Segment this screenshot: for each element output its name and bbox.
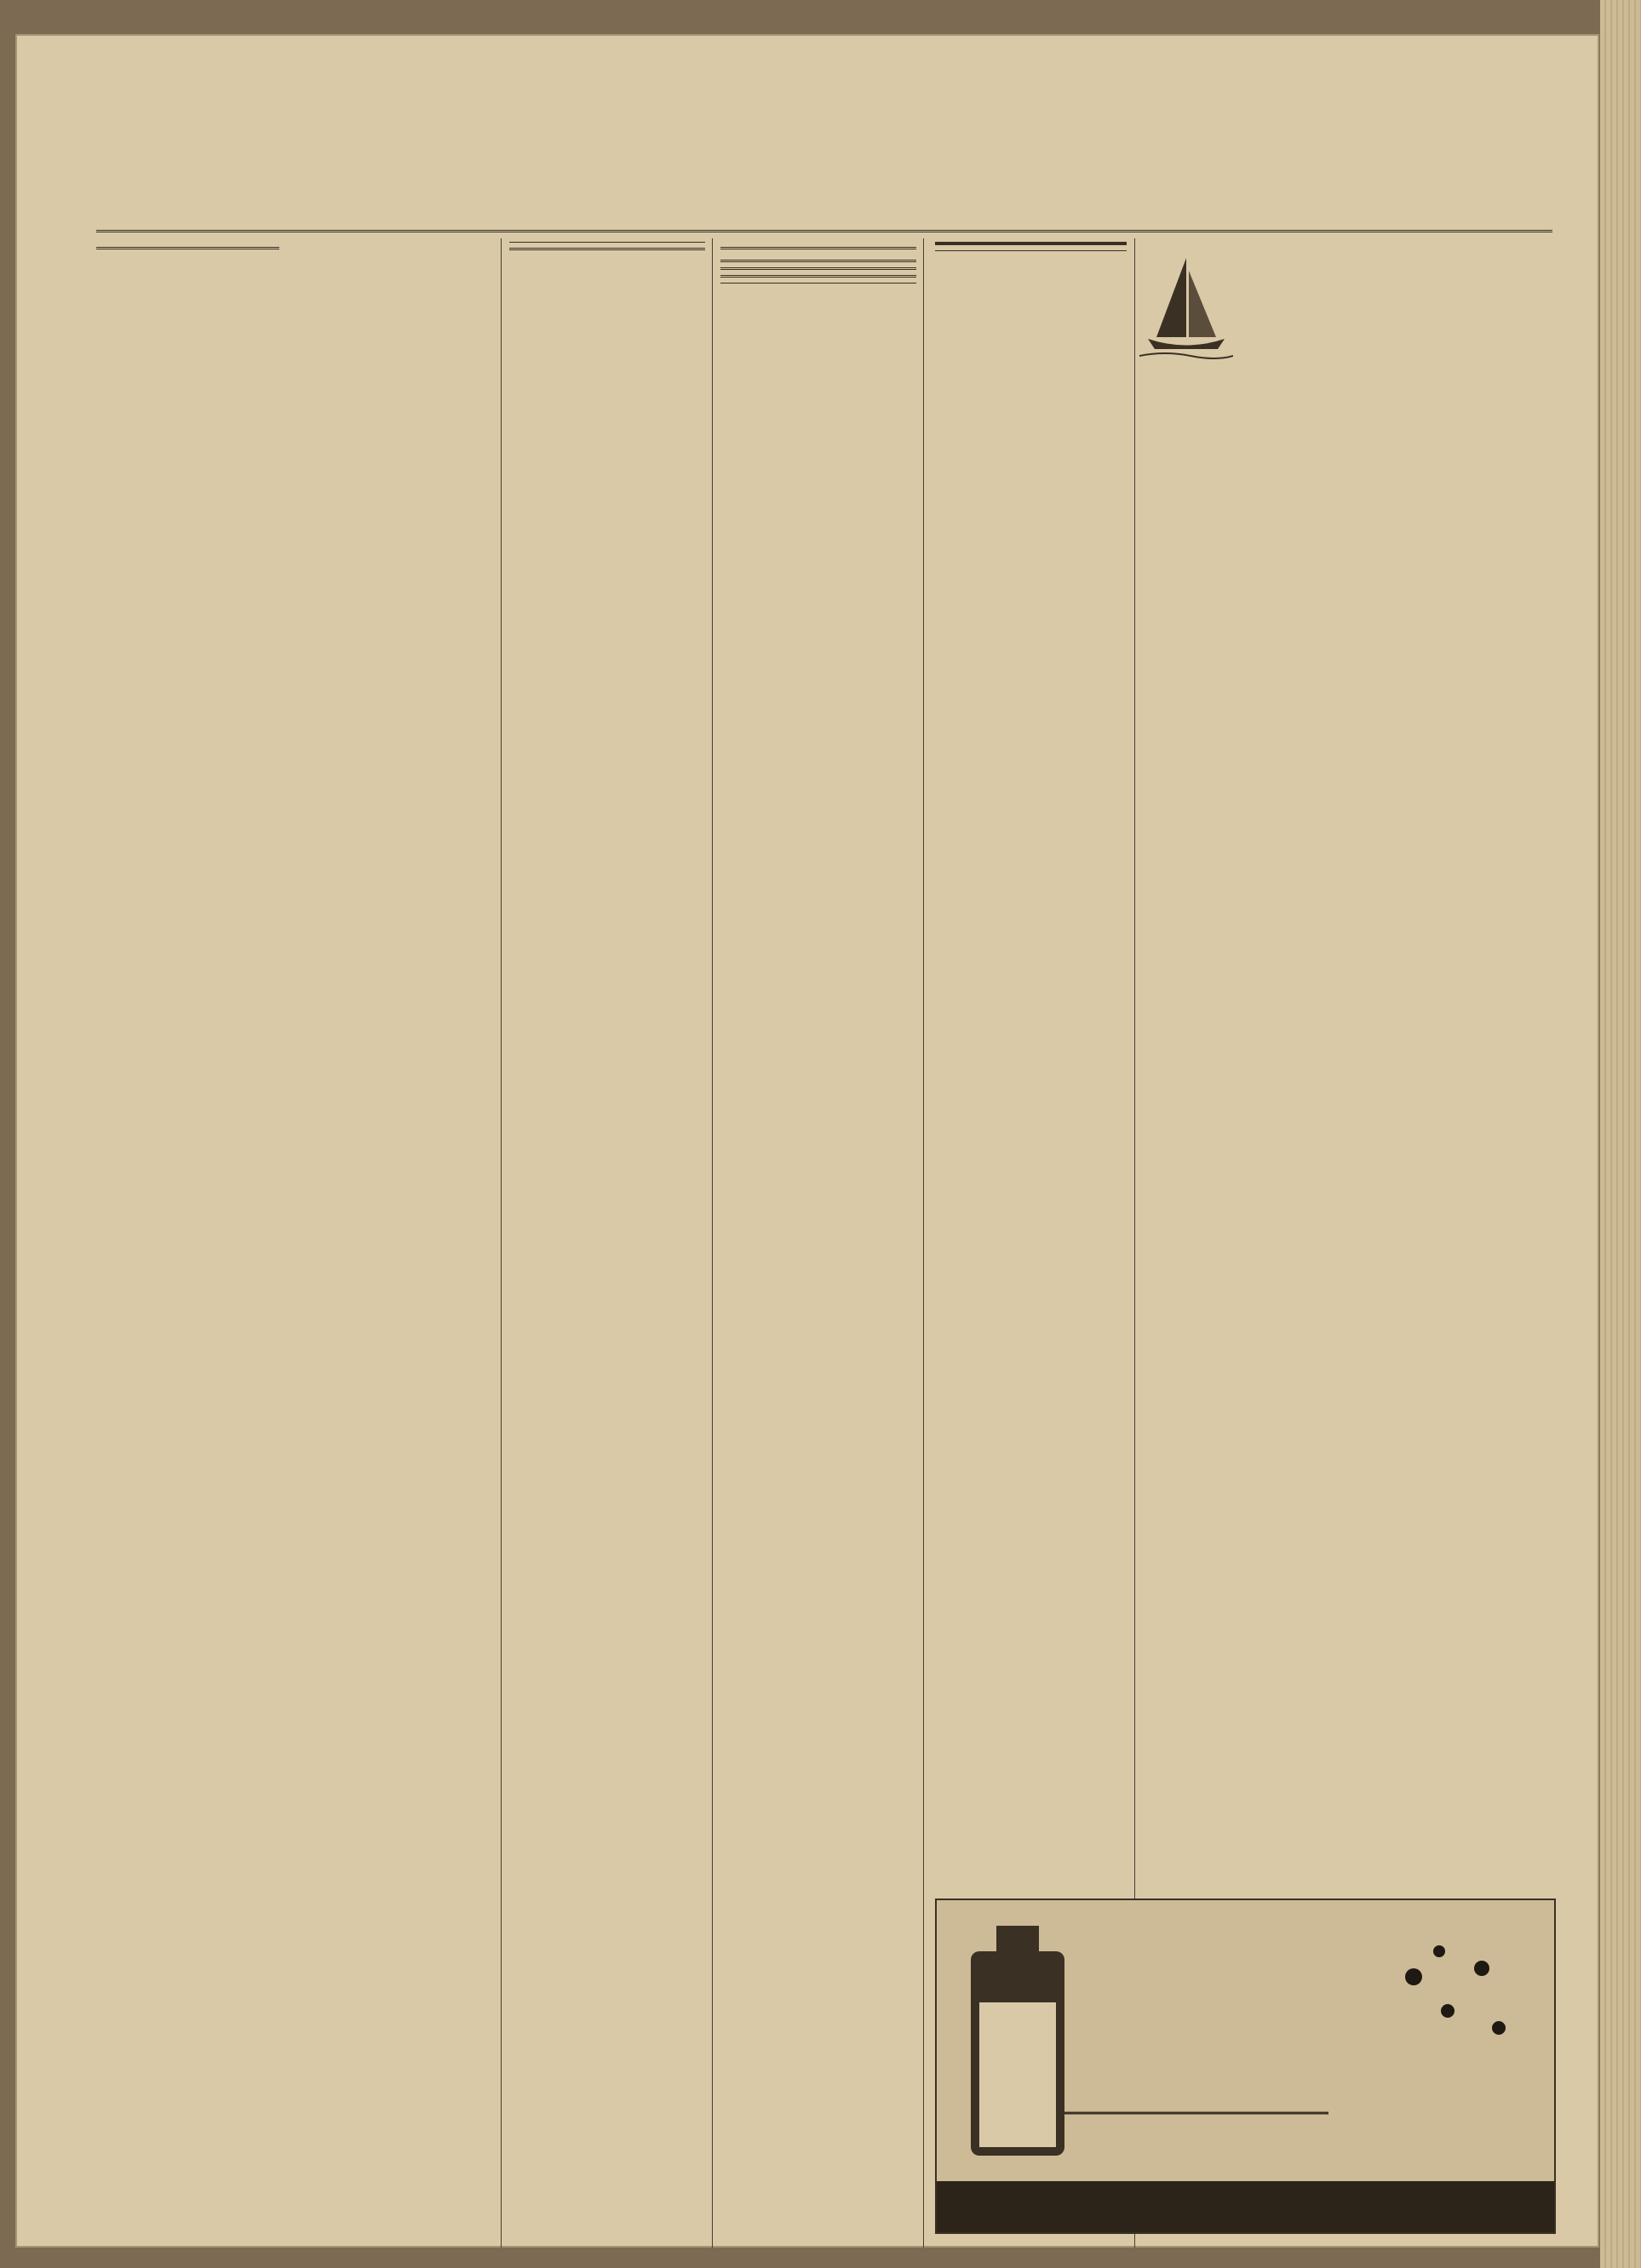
page-header xyxy=(96,204,1552,232)
column-1 xyxy=(96,237,488,2229)
abbazia-ad xyxy=(1139,237,1552,369)
stacked-page-edges xyxy=(1600,0,1641,2268)
column-3 xyxy=(509,237,705,2229)
column-5 xyxy=(935,237,1127,713)
flit-illustration xyxy=(937,1900,1554,2232)
column-separator xyxy=(501,238,502,2248)
classifieds-right xyxy=(1352,375,1552,715)
sailboat-illustration xyxy=(1139,245,1233,364)
classifieds-left xyxy=(1139,375,1344,715)
rivalta-ads xyxy=(935,728,1552,1877)
classifieds-title xyxy=(935,242,1127,245)
column-4 xyxy=(720,237,916,2229)
column-separator xyxy=(923,238,924,2248)
flit-ad xyxy=(935,1899,1556,2234)
newspaper-page xyxy=(15,34,1599,2248)
column-separator xyxy=(712,238,713,2248)
